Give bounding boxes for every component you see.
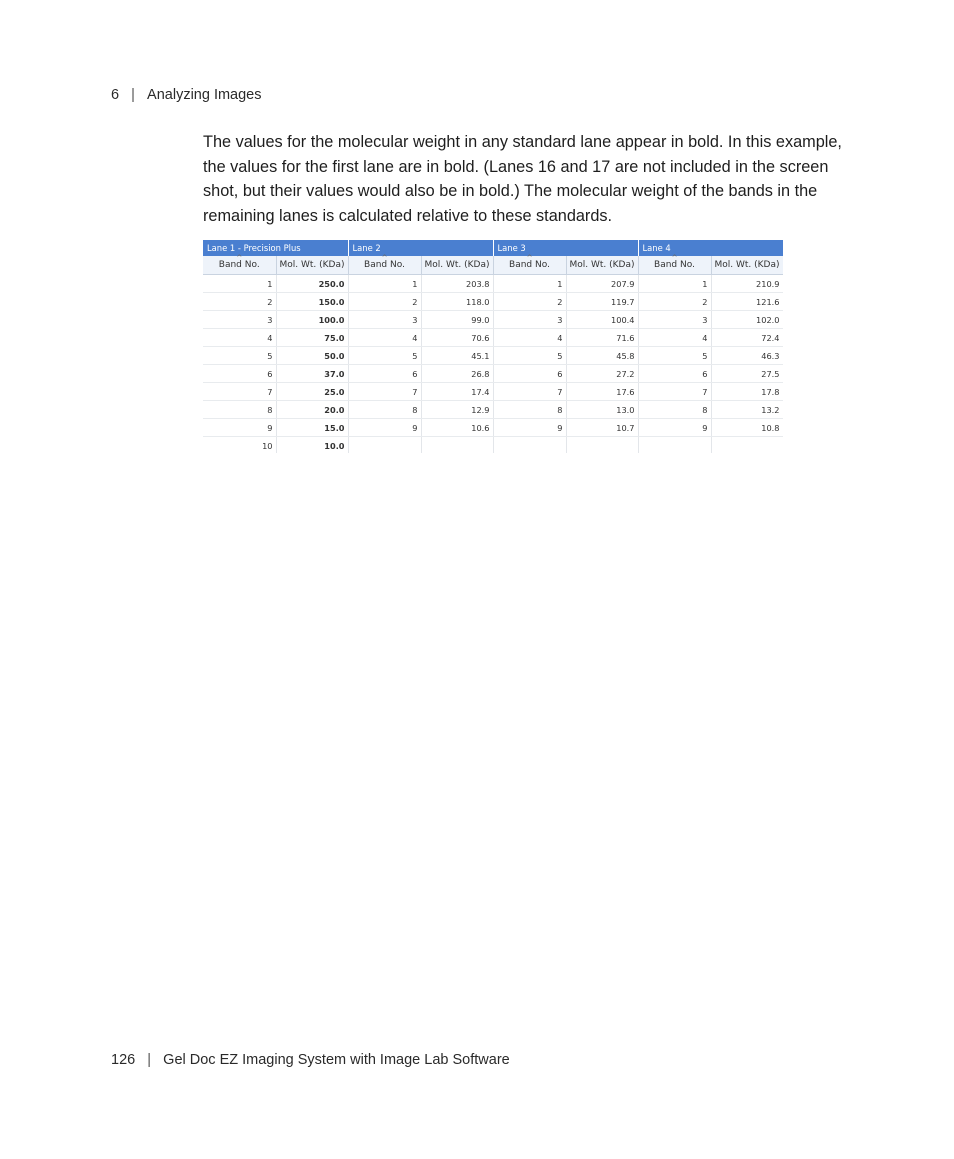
band-number-cell: 5	[348, 347, 421, 365]
mol-wt-header[interactable]: Mol. Wt. (KDa)	[566, 256, 638, 275]
standard-mol-wt-cell: 37.0	[276, 365, 348, 383]
standard-mol-wt-cell: 75.0	[276, 329, 348, 347]
band-number-cell: 4	[493, 329, 566, 347]
lane-header-2[interactable]: Lane 2	[348, 240, 493, 256]
band-no-header[interactable]	[348, 256, 421, 275]
mol-wt-cell: 45.1	[421, 347, 493, 365]
mol-wt-cell: 45.8	[566, 347, 638, 365]
standard-mol-wt-cell: 25.0	[276, 383, 348, 401]
band-no-header[interactable]	[493, 256, 566, 275]
table-row[interactable]	[203, 401, 783, 419]
mol-wt-cell: 203.8	[421, 275, 493, 293]
body-paragraph: The values for the molecular weight in any standard lane appear in bold. In this example, the values for the first lane are in bold. (Lanes 16 and 17 are not included in the screen shot, but their values would also be in bold.) The molecular weight of the bands in the remaining lanes is calculated relative to these standards.	[203, 133, 842, 225]
table-body	[203, 275, 783, 454]
band-number-cell: 1	[348, 275, 421, 293]
table-row[interactable]	[203, 275, 783, 293]
mol-wt-cell: 10.7	[566, 419, 638, 437]
band-number-cell: 7	[203, 383, 276, 401]
band-number-cell: 7	[638, 383, 711, 401]
band-number-cell: 1	[493, 275, 566, 293]
molecular-weight-table	[203, 240, 783, 453]
standard-mol-wt-cell: 100.0	[276, 311, 348, 329]
mol-wt-cell	[421, 437, 493, 454]
band-number-cell: 1	[638, 275, 711, 293]
page-footer	[111, 1052, 510, 1068]
mol-wt-cell: 46.3	[711, 347, 783, 365]
table-row[interactable]	[203, 365, 783, 383]
mol-wt-cell: 100.4	[566, 311, 638, 329]
page-header	[111, 87, 262, 103]
band-number-cell: 3	[638, 311, 711, 329]
lane-header-3[interactable]: Lane 3	[493, 240, 638, 256]
band-number-cell: 8	[638, 401, 711, 419]
standard-mol-wt-cell: 250.0	[276, 275, 348, 293]
table-row[interactable]	[203, 419, 783, 437]
band-number-cell: 8	[493, 401, 566, 419]
footer-separator: |	[147, 1052, 152, 1068]
header-separator: |	[131, 87, 135, 103]
mol-wt-cell: 13.2	[711, 401, 783, 419]
band-number-cell	[348, 437, 421, 454]
lane-header-1[interactable]: Lane 1 - Precision Plus	[203, 240, 348, 256]
standard-mol-wt-cell: 20.0	[276, 401, 348, 419]
band-number-cell: 5	[638, 347, 711, 365]
band-number-cell: 3	[203, 311, 276, 329]
column-header-row	[203, 256, 783, 275]
lane-table	[203, 240, 783, 453]
band-no-header-label: Band No.	[654, 260, 695, 270]
band-number-cell: 9	[638, 419, 711, 437]
band-number-cell: 4	[348, 329, 421, 347]
band-number-cell: 8	[348, 401, 421, 419]
mol-wt-header[interactable]: Mol. Wt. (KDa)	[421, 256, 493, 275]
band-number-cell: 3	[348, 311, 421, 329]
mol-wt-cell: 17.6	[566, 383, 638, 401]
mol-wt-cell: 70.6	[421, 329, 493, 347]
standard-mol-wt-cell: 150.0	[276, 293, 348, 311]
band-number-cell: 4	[638, 329, 711, 347]
mol-wt-cell: 12.9	[421, 401, 493, 419]
mol-wt-cell: 17.8	[711, 383, 783, 401]
band-number-cell: 2	[203, 293, 276, 311]
mol-wt-cell: 27.2	[566, 365, 638, 383]
mol-wt-cell: 207.9	[566, 275, 638, 293]
footer-page-number: 126	[111, 1052, 136, 1068]
lane-header-4[interactable]: Lane 4	[638, 240, 783, 256]
mol-wt-header[interactable]: Mol. Wt. (KDa)	[276, 256, 348, 275]
sort-ascending-icon: ^	[381, 254, 388, 262]
mol-wt-cell: 99.0	[421, 311, 493, 329]
sort-ascending-icon: ^	[671, 254, 678, 262]
table-row[interactable]	[203, 383, 783, 401]
band-number-cell: 7	[493, 383, 566, 401]
mol-wt-cell	[711, 437, 783, 454]
band-number-cell: 10	[203, 437, 276, 454]
band-number-cell: 6	[203, 365, 276, 383]
header-page-number: 6	[111, 87, 120, 103]
standard-mol-wt-cell: 50.0	[276, 347, 348, 365]
mol-wt-cell: 118.0	[421, 293, 493, 311]
mol-wt-cell: 26.8	[421, 365, 493, 383]
band-number-cell: 5	[493, 347, 566, 365]
sort-ascending-icon: ^	[526, 254, 533, 262]
band-number-cell: 2	[348, 293, 421, 311]
band-number-cell: 3	[493, 311, 566, 329]
band-no-header-label: Band No.	[509, 260, 550, 270]
band-number-cell	[493, 437, 566, 454]
mol-wt-cell: 210.9	[711, 275, 783, 293]
table-row[interactable]	[203, 293, 783, 311]
band-number-cell: 1	[203, 275, 276, 293]
mol-wt-header[interactable]: Mol. Wt. (KDa)	[711, 256, 783, 275]
band-number-cell: 4	[203, 329, 276, 347]
band-number-cell: 6	[493, 365, 566, 383]
header-section-title: Analyzing Images	[147, 87, 262, 103]
mol-wt-cell: 27.5	[711, 365, 783, 383]
band-number-cell: 9	[348, 419, 421, 437]
mol-wt-cell: 10.8	[711, 419, 783, 437]
band-number-cell: 6	[638, 365, 711, 383]
band-number-cell: 5	[203, 347, 276, 365]
mol-wt-cell: 10.6	[421, 419, 493, 437]
mol-wt-cell: 13.0	[566, 401, 638, 419]
band-number-cell: 2	[638, 293, 711, 311]
band-no-header-label: Band No.	[218, 260, 260, 270]
sort-ascending-icon: ^	[236, 254, 243, 262]
band-number-cell: 6	[348, 365, 421, 383]
mol-wt-cell: 121.6	[711, 293, 783, 311]
band-no-header[interactable]	[638, 256, 711, 275]
standard-mol-wt-cell: 10.0	[276, 437, 348, 454]
band-number-cell: 8	[203, 401, 276, 419]
band-number-cell	[638, 437, 711, 454]
mol-wt-cell: 17.4	[421, 383, 493, 401]
table-row[interactable]	[203, 347, 783, 365]
band-number-cell: 9	[203, 419, 276, 437]
band-number-cell: 2	[493, 293, 566, 311]
mol-wt-cell: 102.0	[711, 311, 783, 329]
table-row[interactable]	[203, 437, 783, 454]
standard-mol-wt-cell: 15.0	[276, 419, 348, 437]
table-row[interactable]	[203, 311, 783, 329]
band-number-cell: 9	[493, 419, 566, 437]
mol-wt-cell	[566, 437, 638, 454]
table-row[interactable]	[203, 329, 783, 347]
mol-wt-cell: 71.6	[566, 329, 638, 347]
mol-wt-cell: 72.4	[711, 329, 783, 347]
band-number-cell: 7	[348, 383, 421, 401]
band-no-header[interactable]	[203, 256, 276, 275]
mol-wt-cell: 119.7	[566, 293, 638, 311]
lane-header-row	[203, 240, 783, 256]
band-no-header-label: Band No.	[364, 260, 405, 270]
footer-document-title: Gel Doc EZ Imaging System with Image Lab Software	[163, 1052, 510, 1068]
